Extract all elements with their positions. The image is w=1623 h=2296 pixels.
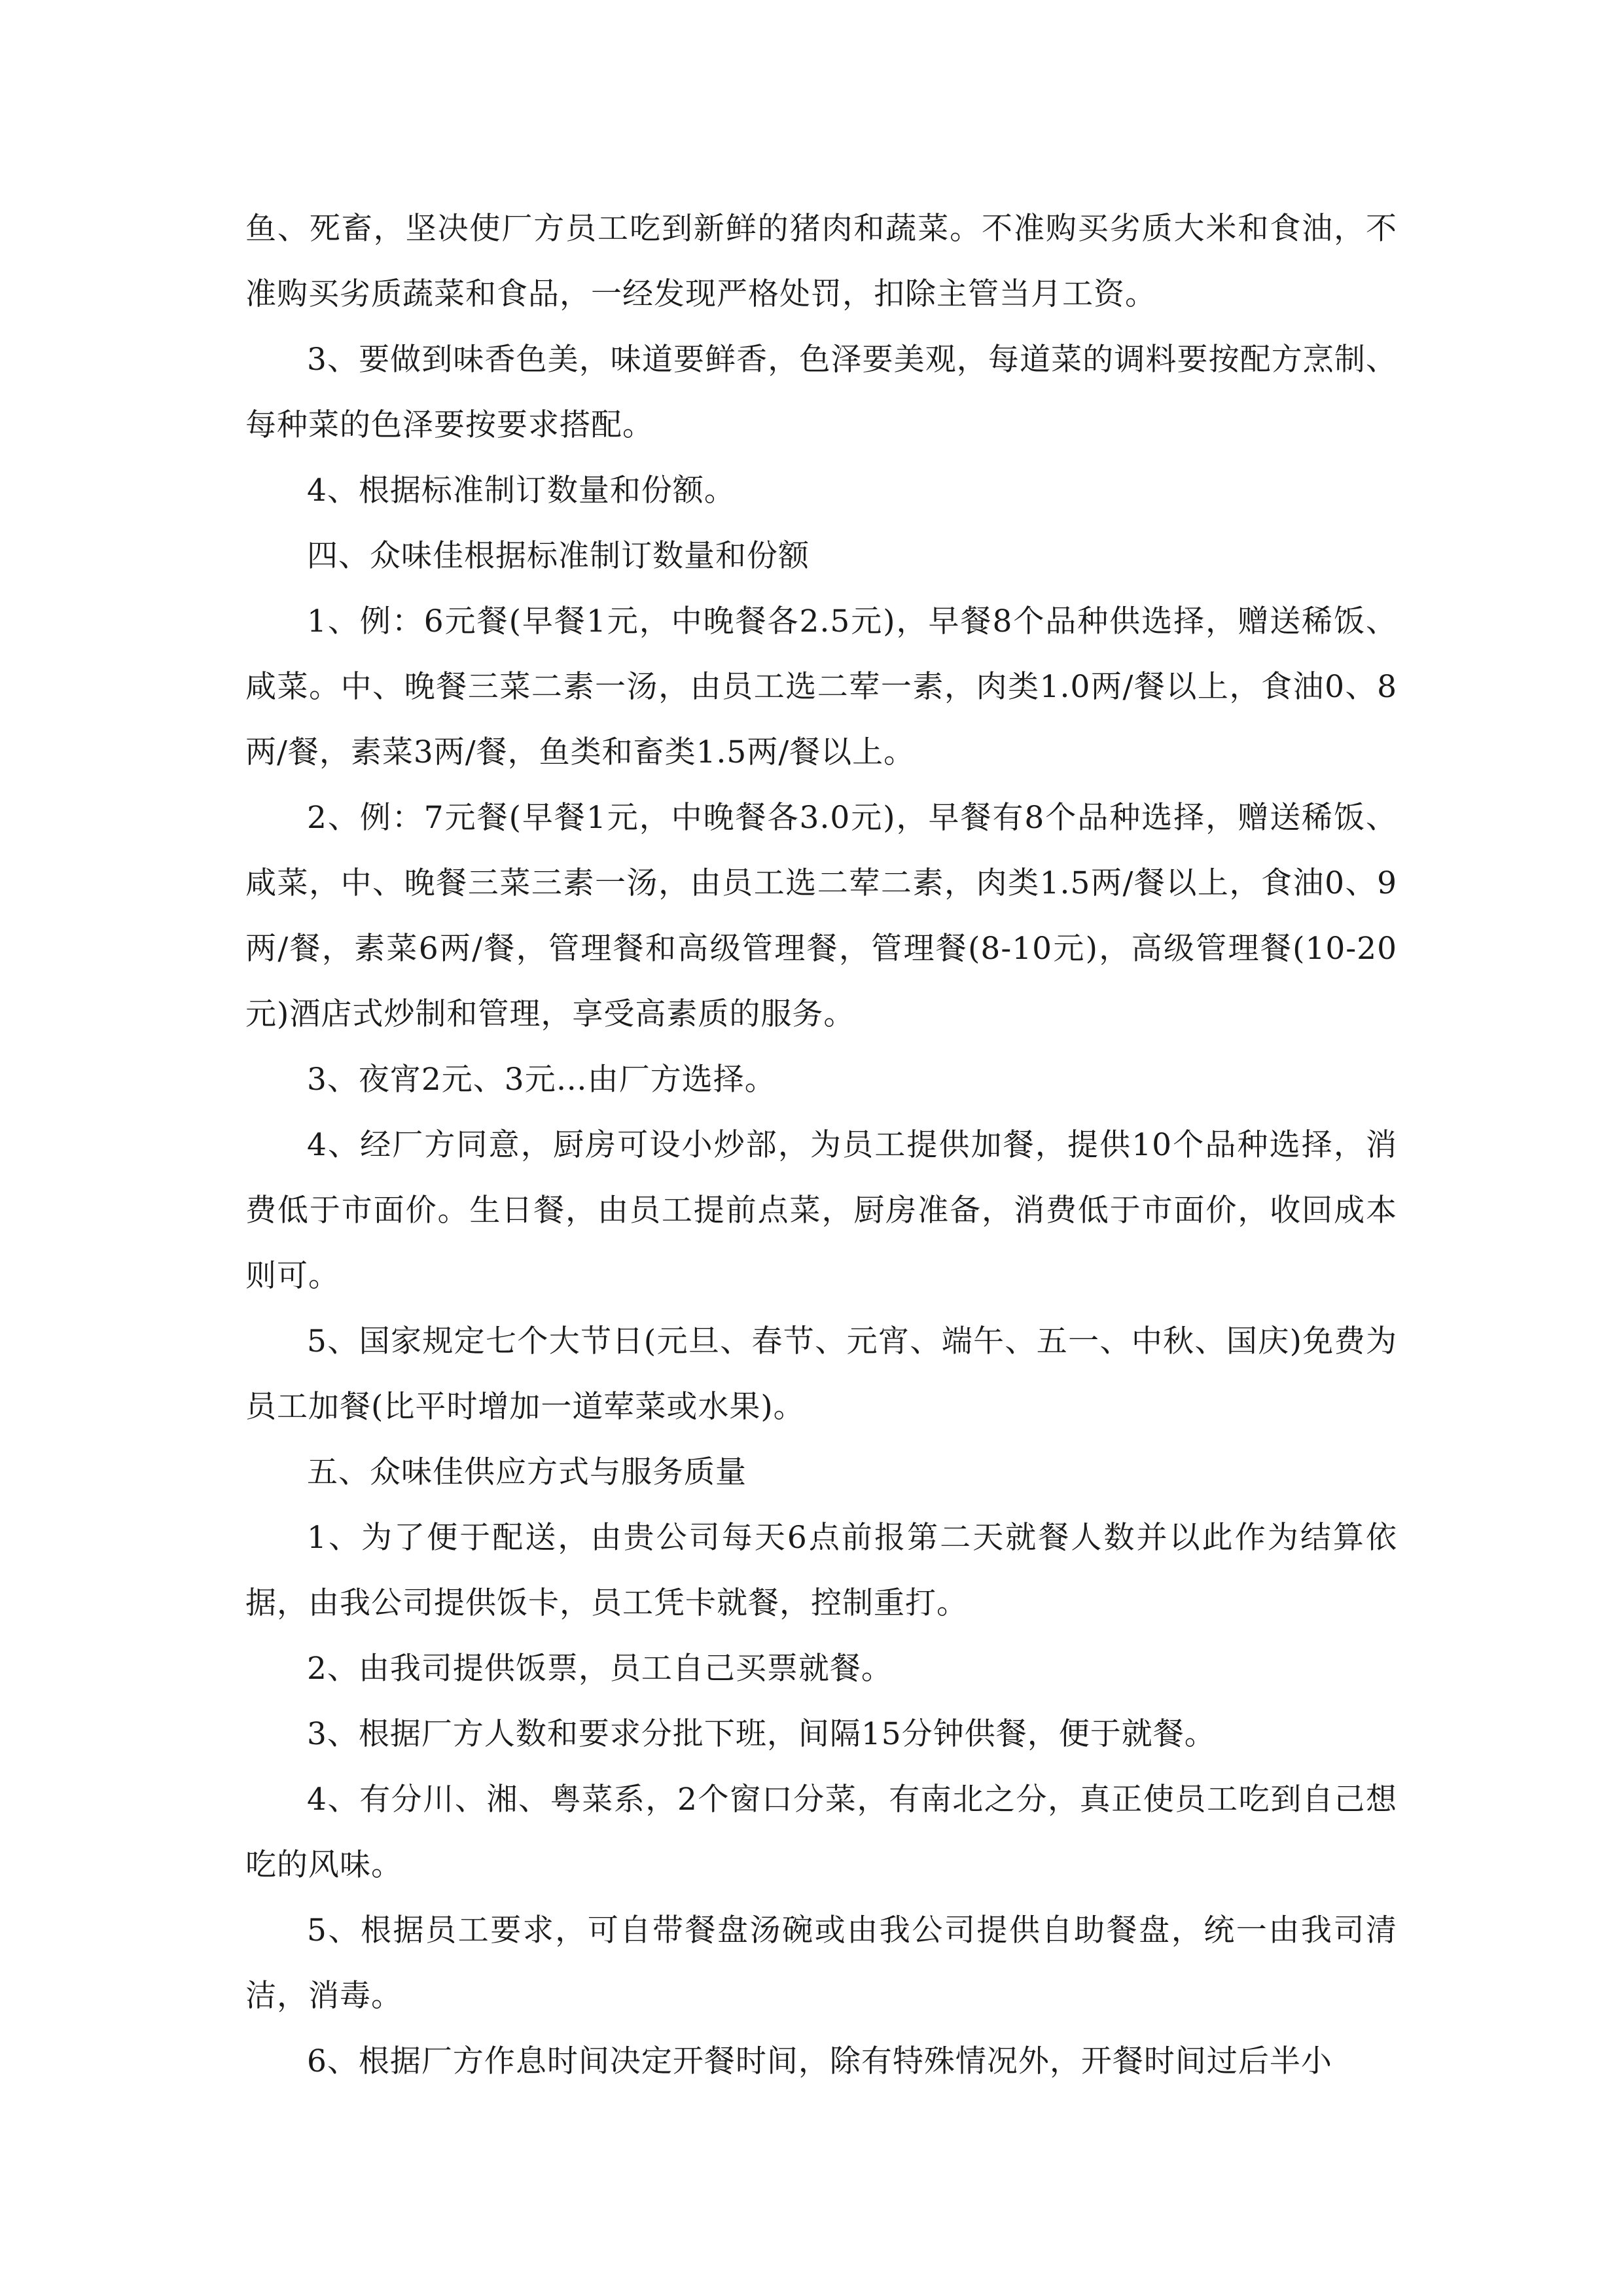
paragraph-11: 1、为了便于配送，由贵公司每天6点前报第二天就餐人数并以此作为结算依据，由我公司提供饭卡，员工凭卡就餐，控制重打。: [245, 1520, 1397, 1621]
paragraph-13: 3、根据厂方人数和要求分批下班，间隔15分钟供餐，便于就餐。: [307, 1716, 1216, 1752]
paragraph-15: 5、根据员工要求，可自带餐盘汤碗或由我公司提供自助餐盘，统一由我司清洁，消毒。: [245, 1912, 1397, 2014]
section-heading-4: 四、众味佳根据标准制订数量和份额: [307, 538, 810, 574]
paragraph-7: 3、夜宵2元、3元…由厂方选择。: [307, 1062, 776, 1098]
paragraph-3: 4、根据标准制订数量和份额。: [307, 473, 736, 509]
paragraph-6: 2、例：7元餐(早餐1元，中晚餐各3.0元)，早餐有8个品种选择，赠送稀饭、咸菜，中、晚餐三菜三素一汤，由员工选二荤二素，肉类1.5两/餐以上，食油0、9两/餐，素菜6两/餐，管理餐和高级管理餐，管理餐(8-10元)，高级管理餐(10-20元)酒店式炒制和管理，享受高素质的服务。: [245, 800, 1397, 1032]
section-heading-5: 五、众味佳供应方式与服务质量: [307, 1454, 747, 1490]
paragraph-14: 4、有分川、湘、粤菜系，2个窗口分菜，有南北之分，真正使员工吃到自己想吃的风味。: [245, 1782, 1397, 1883]
paragraph-2: 3、要做到味香色美，味道要鲜香，色泽要美观，每道菜的调料要按配方烹制、每种菜的色泽要按要求搭配。: [245, 342, 1397, 443]
document-body: [245, 196, 1397, 2094]
paragraph-8: 4、经厂方同意，厨房可设小炒部，为员工提供加餐，提供10个品种选择，消费低于市面价。生日餐，由员工提前点菜，厨房准备，消费低于市面价，收回成本则可。: [245, 1127, 1397, 1294]
paragraph-9: 5、国家规定七个大节日(元旦、春节、元宵、端午、五一、中秋、国庆)免费为员工加餐(比平时增加一道荤菜或水果)。: [245, 1323, 1397, 1425]
paragraph-12: 2、由我司提供饭票，员工自己买票就餐。: [307, 1651, 893, 1687]
paragraph-1: 鱼、死畜，坚决使厂方员工吃到新鲜的猪肉和蔬菜。不准购买劣质大米和食油，不准购买劣质蔬菜和食品，一经发现严格处罚，扣除主管当月工资。: [245, 211, 1397, 312]
paragraph-5: 1、例：6元餐(早餐1元，中晚餐各2.5元)，早餐8个品种供选择，赠送稀饭、咸菜。中、晚餐三菜二素一汤，由员工选二荤一素，肉类1.0两/餐以上，食油0、8两/餐，素菜3两/餐，鱼类和畜类1.5两/餐以上。: [245, 603, 1397, 770]
paragraph-16: 6、根据厂方作息时间决定开餐时间，除有特殊情况外，开餐时间过后半小: [307, 2043, 1332, 2079]
